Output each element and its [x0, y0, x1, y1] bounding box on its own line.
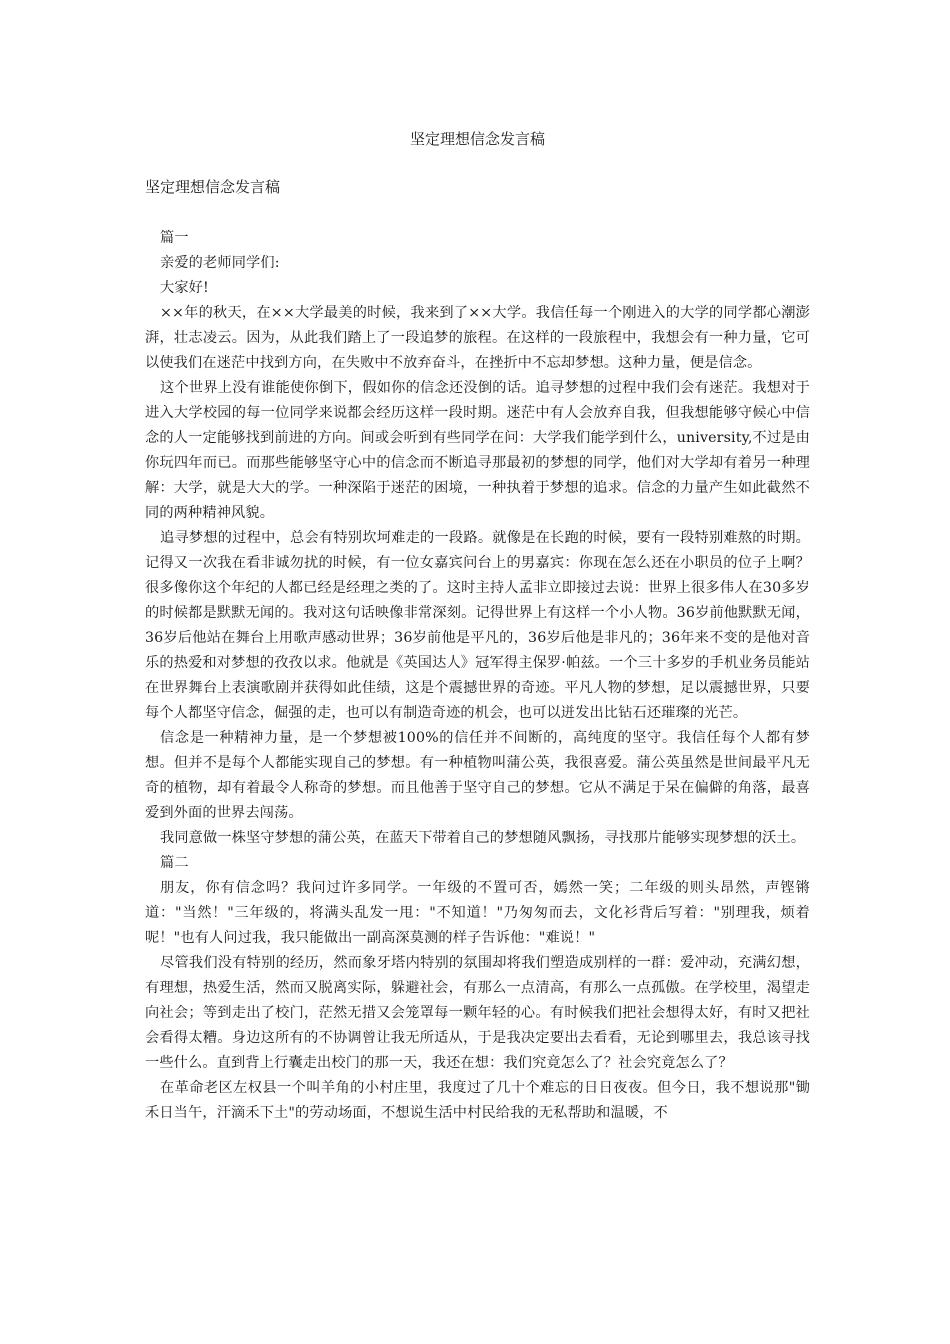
paragraph: 信念是一种精神力量，是一个梦想被100%的信任并不间断的，高纯度的坚守。我信任每个人都有梦想。但并不是每个人都能实现自己的梦想。有一种植物叫蒲公英，我很喜爱。蒲公英虽然是世间最平凡无奇的植物，却有着最令人称奇的梦想。而且他善于坚守自己的梦想。它从不满足于呆在偏僻的角落，最喜爱到外面的世界去闯荡。 — [145, 730, 810, 821]
salutation: 亲爱的老师同学们: — [160, 255, 280, 271]
document-subtitle: 坚定理想信念发言稿 — [145, 178, 281, 196]
section-heading-1: 篇一 — [160, 230, 189, 246]
paragraph: 我同意做一株坚守梦想的蒲公英，在蓝天下带着自己的梦想随风飘扬，寻找那片能够实现梦想的沃土。 — [160, 830, 806, 846]
greeting: 大家好! — [160, 280, 209, 296]
document-title: 坚定理想信念发言稿 — [409, 130, 545, 148]
paragraph: 尽管我们没有特别的经历，然而象牙塔内特别的氛围却将我们塑造成别样的一群：爱冲动，充满幻想，有理想，热爱生活，然而又脱离实际，躲避社会，有那么一点清高，有那么一点孤傲。在学校里，渴望走向社会；等到走出了校门，茫然无措又会笼罩每一颗年轻的心。有时候我们把社会想得太好，有时又把社会看得太糟。身边这所有的不协调曾让我无所适从，于是我决定要出去看看，无论到哪里去，我总该寻找一些什么。直到背上行囊走出校门的那一天，我还在想：我们究竟怎么了？社会究竟怎么了？ — [145, 955, 810, 1071]
document-page — [145, 0, 810, 1344]
paragraph: 在革命老区左权县一个叫羊角的小村庄里，我度过了几十个难忘的日日夜夜。但今日，我不想说那"锄禾日当午，汗滴禾下土"的劳动场面，不想说生活中村民给我的无私帮助和温暖，不 — [145, 1080, 810, 1121]
paragraph: 这个世界上没有谁能使你倒下，假如你的信念还没倒的话。追寻梦想的过程中我们会有迷茫。我想对于进入大学校园的每一位同学来说都会经历这样一段时期。迷茫中有人会放弃自我，但我想能够守候心中信念的人一定能够找到前进的方向。间或会听到有些同学在问：大学我们能学到什么，university,不过是由你玩四年而已。而那些能够坚守心中的信念而不断追寻那最初的梦想的同学，他们对大学却有着另一种理解：大学，就是大大的学。一种深陷于迷茫的困境，一种执着于梦想的追求。信念的力量产生如此截然不同的两种精神风貌。 — [145, 380, 810, 521]
paragraph: ××年的秋天，在××大学最美的时候，我来到了××大学。我信任每一个刚进入的大学的同学都心潮澎湃，壮志凌云。因为，从此我们踏上了一段追梦的旅程。在这样的一段旅程中，我想会有一种力量，它可以使我们在迷茫中找到方向，在失败中不放弃奋斗，在挫折中不忘却梦想。这种力量，便是信念。 — [145, 305, 810, 371]
section-heading-2: 篇二 — [160, 855, 189, 871]
document-body — [145, 226, 810, 1126]
paragraph: 朋友，你有信念吗？我问过许多同学。一年级的不置可否，嫣然一笑；二年级的则头昂然，声铿锵道："当然！"三年级的，将满头乱发一甩："不知道！"乃匆匆而去，文化衫背后写着："别理我，烦着呢！"也有人问过我，我只能做出一副高深莫测的样子告诉他："难说！" — [145, 880, 810, 946]
paragraph: 追寻梦想的过程中，总会有特别坎坷难走的一段路。就像是在长跑的时候，要有一段特别难熬的时期。记得又一次我在看非诚勿扰的时候，有一位女嘉宾问台上的男嘉宾：你现在怎么还在小职员的位子上啊？很多像你这个年纪的人都已经是经理之类的了。这时主持人孟非立即接过去说：世界上很多伟人在30多岁的时候都是默默无闻的。我对这句话映像非常深刻。记得世界上有这样一个小人物。36岁前他默默无闻，36岁后他站在舞台上用歌声感动世界；36岁前他是平凡的，36岁后他是非凡的；36年来不变的是他对音乐的热爱和对梦想的孜孜以求。他就是《英国达人》冠军得主保罗·帕兹。一个三十多岁的手机业务员能站在世界舞台上表演歌剧并获得如此佳绩，这是个震撼世界的奇迹。平凡人物的梦想，足以震撼世界，只要每个人都坚守信念，倔强的走，也可以有制造奇迹的机会，也可以迸发出比钻石还璀璨的光芒。 — [145, 530, 810, 721]
